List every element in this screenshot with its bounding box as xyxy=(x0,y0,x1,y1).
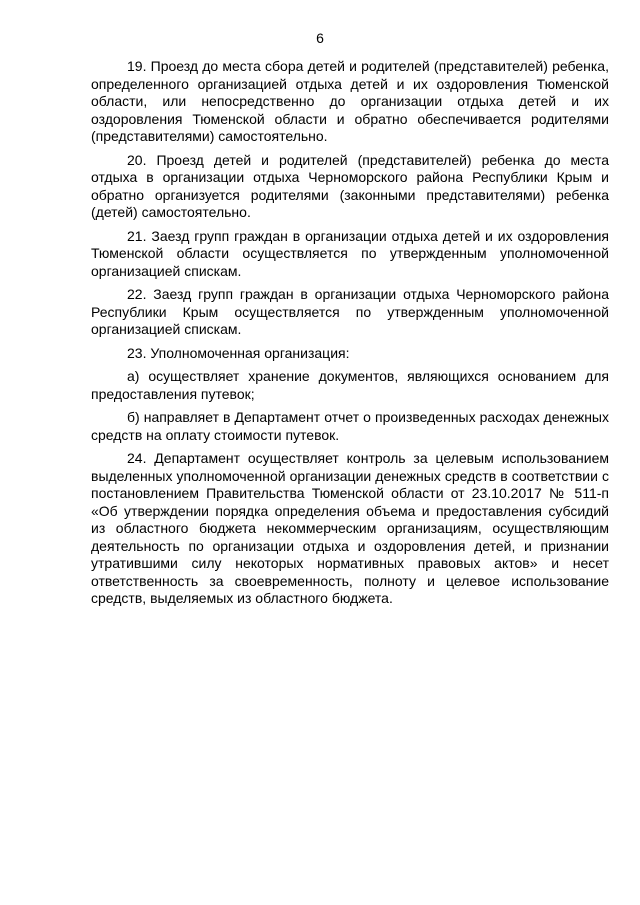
document-body xyxy=(91,58,609,614)
paragraph-22: 22. Заезд групп граждан в организации отдыха Черноморского района Республики Крым осуществляется по утвержденным уполномоченной организацией спискам. xyxy=(91,286,609,337)
paragraph-23-a: а) осуществляет хранение документов, являющихся основанием для предоставления путевок; xyxy=(91,368,609,402)
paragraph-23-b: б) направляет в Департамент отчет о произведенных расходах денежных средств на оплату стоимости путевок. xyxy=(91,409,609,443)
paragraph-19: 19. Проезд до места сбора детей и родителей (представителей) ребенка, определенного организацией отдыха детей и их оздоровления Тюменской области, или непосредственно до организации отдыха детей и их оздоровления Тюменской области и обратно обеспечивается родителями (представителями) самостоятельно. xyxy=(91,58,609,144)
paragraph-20: 20. Проезд детей и родителей (представителей) ребенка до места отдыха в организации отдыха Черноморского района Республики Крым и обратно организуется родителями (законными представителями) ребенка (детей) самостоятельно. xyxy=(91,151,609,220)
paragraph-24: 24. Департамент осуществляет контроль за целевым использованием выделенных уполномоченной организации денежных средств в соответствии с постановлением Правительства Тюменской области от 23.10.2017 № 511-п «Об утверждении порядка определения объема и предоставления субсидий из областного бюджета некоммерческим организациям, осуществляющим деятельность по организации отдыха и оздоровления детей, и признании утратившими силу некоторых нормативных правовых актов» и несет ответственность за своевременность, полноту и целевое использование средств, выделяемых из областного бюджета. xyxy=(91,450,609,606)
paragraph-21: 21. Заезд групп граждан в организации отдыха детей и их оздоровления Тюменской области осуществляется по утвержденным уполномоченной организацией спискам. xyxy=(91,227,609,279)
paragraph-23: 23. Уполномоченная организация: xyxy=(127,344,350,361)
page-number: 6 xyxy=(316,30,324,46)
